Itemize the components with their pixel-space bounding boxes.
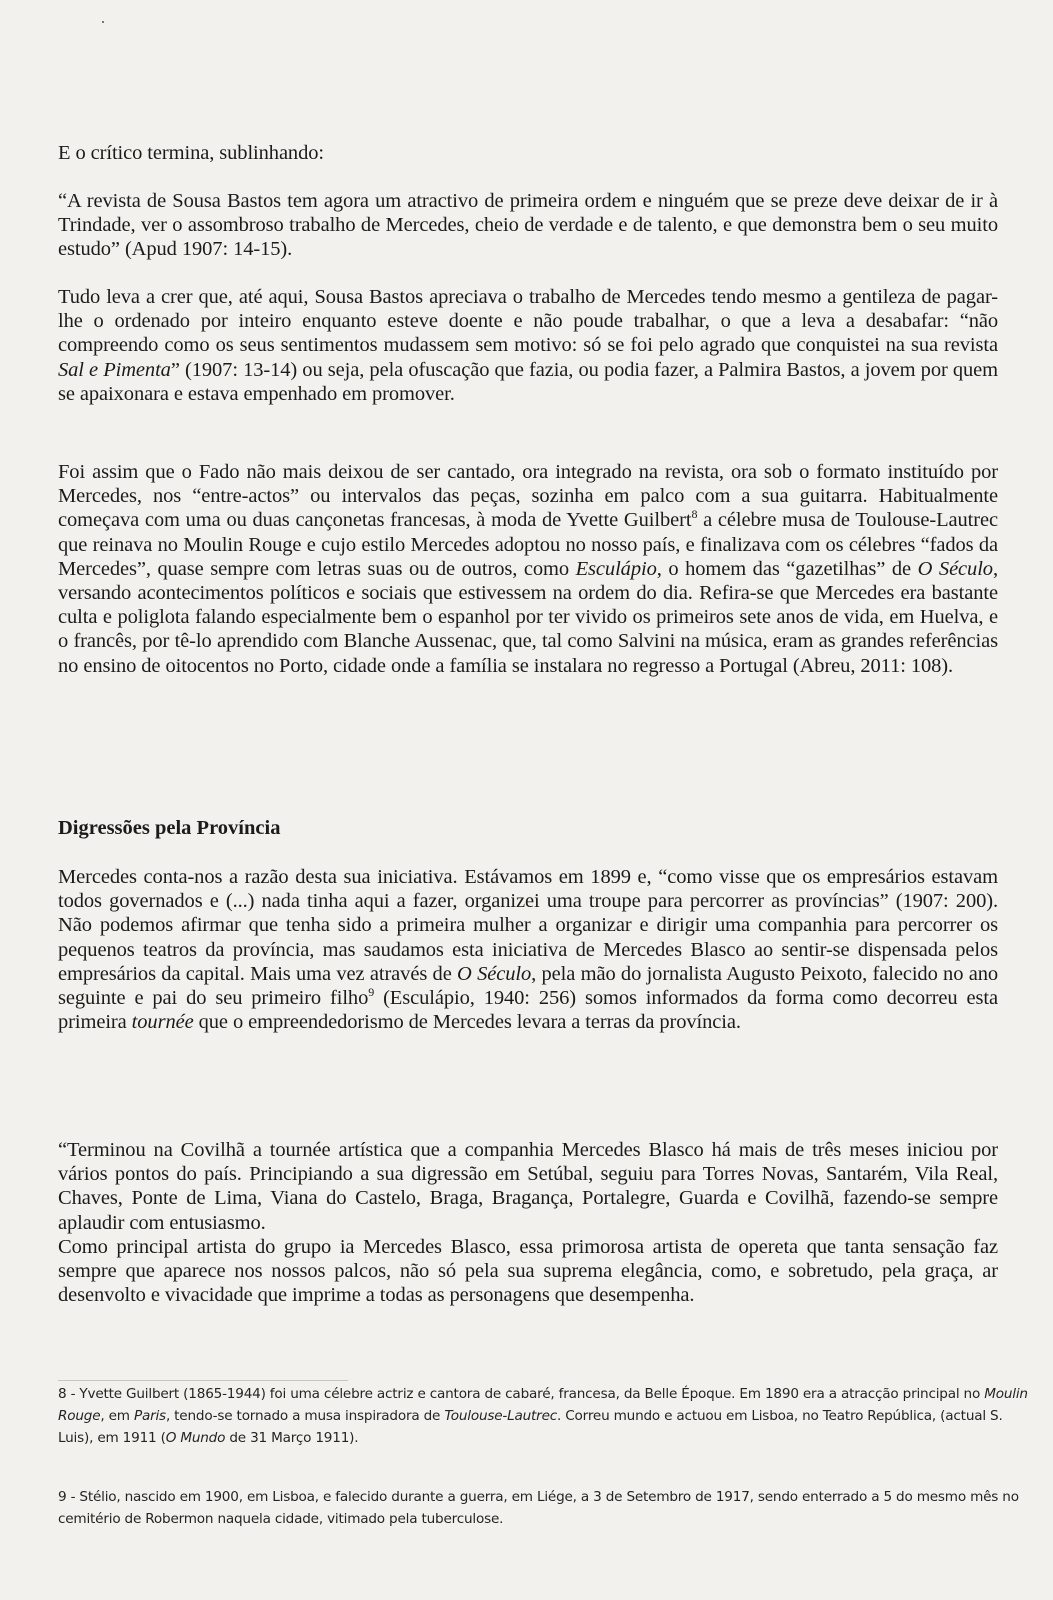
text-run: , o homem das “gazetilhas” de xyxy=(656,557,918,580)
italic-word: tournée xyxy=(131,1011,194,1034)
text-run: , versando acontecimentos políticos e sociais que estivessem na ordem do dia. Refira-se que Mercedes era bastante culta e poliglota falando especialmente bem o espanhol por ter vivido os primeiros sete anos de vida, em Huelva, e o francês, por tê-lo aprendido com Blanche Aussenac, que, tal como Salvini na música, eram as grandes referências no ensino de oitocentos no Porto, cidade onde a família se instalara no regresso a Portugal (Abreu, 2011: 108). xyxy=(58,557,998,677)
text-run: , tendo-se tornado a musa inspiradora de xyxy=(165,1408,445,1424)
text-run: , em xyxy=(100,1408,134,1424)
text-run: . Correu mundo e actuou em Lisboa, no Teatro República, (actual S. Luis), em 1911 ( xyxy=(58,1408,1003,1446)
italic-run: O Mundo xyxy=(165,1430,226,1446)
text-run: 8 - Yvette Guilbert (1865-1944) foi uma célebre actriz e cantora de cabaré, francesa, da Belle Époque. Em 1890 era a atracção principal no xyxy=(58,1386,985,1402)
footnote-9: 9 - Stélio, nascido em 1900, em Lisboa, e falecido durante a guerra, em Liége, a 3 de Setembro de 1917, sendo enterrado a 5 do mesmo mês no cemitério de Robermon naquela cidade, vitimado pela tuberculose. xyxy=(58,1489,1019,1527)
footnote-divider xyxy=(58,1380,348,1381)
text-run: ” (1907: 13-14) ou seja, pela ofuscação que fazia, ou podia fazer, a Palmira Bastos, a jovem por quem se apaixonara e estava empenhado em promover. xyxy=(58,358,999,405)
quote-tournee-part2: Como principal artista do grupo ia Mercedes Blasco, essa primorosa artista de opereta que tanta sensação faz sempre que aparece nos nossos palcos, não só pela sua suprema elegância, como, e sobretudo, pela graça, ar desenvolto e vivacidade que imprime a todas as personagens que desempenha. xyxy=(58,1235,998,1307)
paragraph-fado xyxy=(58,460,998,678)
quote-critic: “A revista de Sousa Bastos tem agora um atractivo de primeira ordem e ninguém que se preze deve deixar de ir à Trindade, ver o assombroso trabalho de Mercedes, cheio de verdade e de talento, e que demonstra bem o seu muito estudo” (Apud 1907: 14-15). xyxy=(58,190,998,261)
italic-title: O Século xyxy=(917,557,993,580)
italic-name: Esculápio xyxy=(575,557,657,580)
italic-title: O Século xyxy=(457,962,532,985)
text-run: (Esculápio, 1940: 256) somos informados da forma como decorreu esta primeira xyxy=(58,987,998,1034)
italic-title: Sal e Pimenta xyxy=(58,358,171,381)
text-run: Tudo leva a crer que, até aqui, Sousa Bastos apreciava o trabalho de Mercedes tendo mesmo a gentileza de pagar-lhe o ordenado por inteiro enquanto esteve doente e não poude trabalhar, o que a leva a desabafar: “não compreendo como os seus sentimentos mudassem sem motivo: só se foi pelo agrado que conquistei na sua revista xyxy=(58,286,998,357)
paragraph-sousa-bastos xyxy=(58,285,998,406)
footnote-ref-8[interactable]: 8 xyxy=(691,507,698,522)
italic-run: Paris xyxy=(133,1408,166,1424)
italic-run: Toulouse-Lautrec xyxy=(444,1408,558,1424)
text-run: , pela mão do jornalista Augusto Peixoto, falecido no ano seguinte e pai do seu primeiro filho xyxy=(58,962,998,1010)
scan-speck xyxy=(102,21,104,23)
text-run: Foi assim que o Fado não mais deixou de ser cantado, ora integrado na revista, ora sob o formato instituído por Mercedes, nos “entre-actos” ou intervalos das peças, sozinha em palco com a sua guitarra. Habitualmente começava com uma ou duas cançonetas francesas, à moda de Yvette Guilbert xyxy=(58,461,998,532)
text-run: que o empreendedorismo de Mercedes levara a terras da província. xyxy=(193,1011,741,1034)
quote-tournee xyxy=(58,1138,998,1307)
paragraph-digressoes xyxy=(58,865,998,1034)
quote-tournee-part1: “Terminou na Covilhã a tournée artística que a companhia Mercedes Blasco há mais de três meses iniciou por vários pontos do país. Principiando a sua digressão em Setúbal, seguiu para Torres Novas, Santarém, Vila Real, Chaves, Ponte de Lima, Viana do Castelo, Braga, Bragança, Portalegre, Guarda e Covilhã, fazendo-se sempre aplaudir com entusiasmo. xyxy=(58,1139,998,1234)
italic-run: Moulin Rouge xyxy=(58,1386,1028,1424)
text-run: de 31 Março 1911). xyxy=(225,1430,359,1446)
text-run: a célebre musa de Toulouse-Lautrec que reinava no Moulin Rouge e cujo estilo Mercedes adoptou no nosso país, e finalizava com os célebres “fados da Mercedes”, quase sempre com letras suas ou de outros, como xyxy=(58,509,998,580)
section-heading: Digressões pela Província xyxy=(58,817,281,839)
footnote-8 xyxy=(58,1383,1033,1449)
text-run: Mercedes conta-nos a razão desta sua iniciativa. Estávamos em 1899 e, “como visse que os empresários estavam todos governados e (...) nada tinha aqui a fazer, organizei uma troupe para percorrer as províncias” (1907: 200). Não podemos afirmar que tenha sido a primeira mulher a organizar e dirigir uma companhia para percorrer os pequenos teatros da província, mas saudamos esta iniciativa de Mercedes Blasco ao sentir-se dispensada pelos empresários da capital. Mais uma vez através de xyxy=(58,866,998,985)
footnote-ref-9[interactable]: 9 xyxy=(368,985,375,1000)
paragraph-intro: E o crítico termina, sublinhando: xyxy=(58,142,324,164)
